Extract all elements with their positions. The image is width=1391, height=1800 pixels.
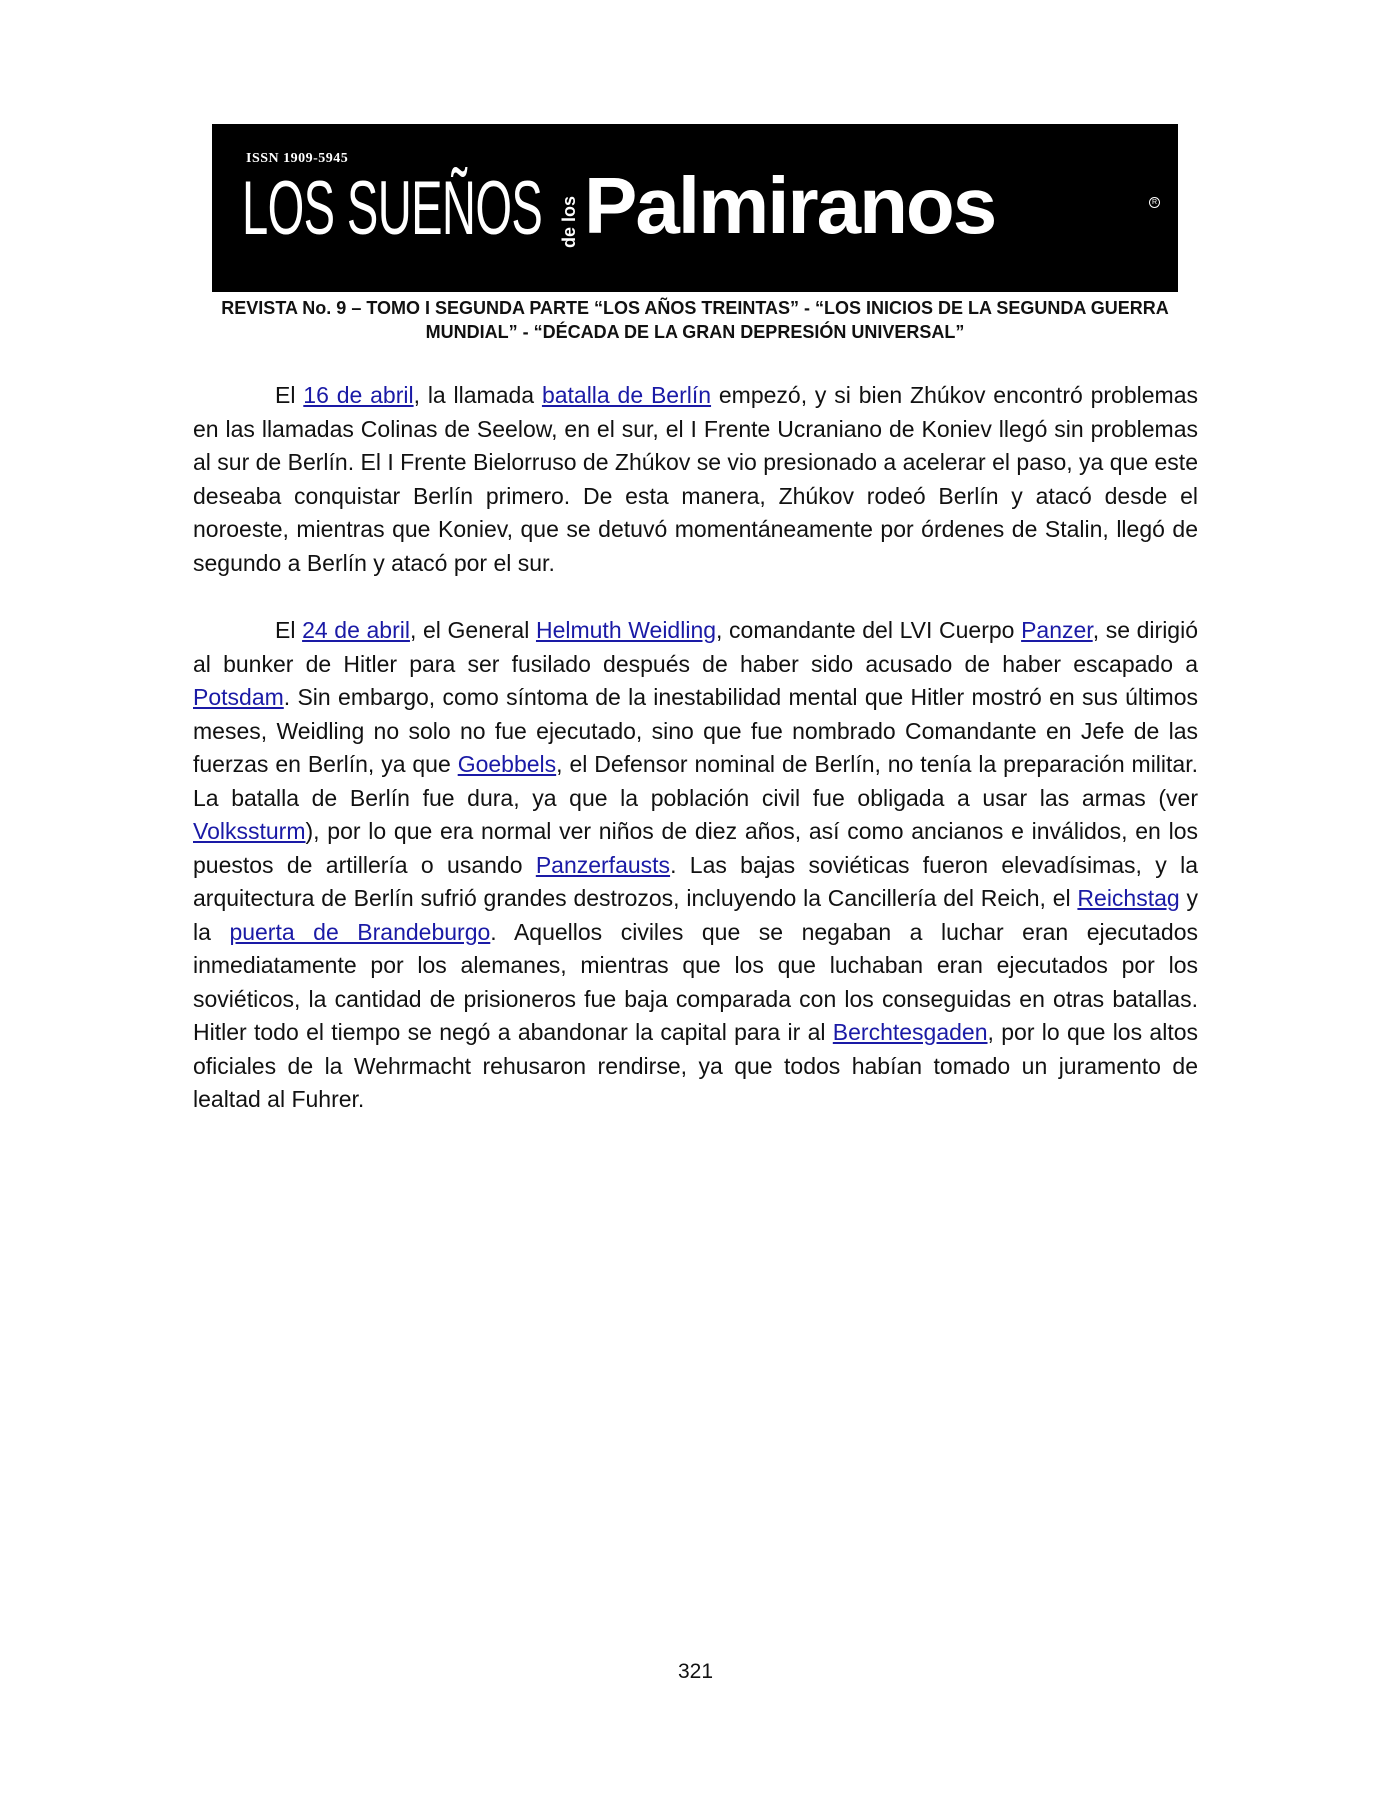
link-volkssturm[interactable]: Volkssturm	[193, 818, 306, 844]
link-berchtesgaden[interactable]: Berchtesgaden	[832, 1019, 988, 1045]
link-reichstag[interactable]: Reichstag	[1077, 885, 1180, 911]
link-potsdam[interactable]: Potsdam	[193, 684, 284, 710]
link-panzer[interactable]: Panzer	[1021, 617, 1093, 643]
link-helmuth-weidling[interactable]: Helmuth Weidling	[535, 617, 717, 643]
registered-mark-icon: R	[1149, 197, 1160, 208]
masthead-title-mid: de los	[559, 195, 579, 248]
masthead-title-right: Palmiranos	[584, 161, 996, 250]
link-24-de-abril[interactable]: 24 de abril	[302, 617, 410, 643]
p1-text-1: , la llamada	[413, 382, 542, 408]
p1-text-0: El	[275, 382, 304, 408]
link-goebbels[interactable]: Goebbels	[457, 751, 557, 777]
p2-text-0: El	[275, 617, 303, 643]
p2-text-1: , el General	[409, 617, 536, 643]
p1-text-2: empezó, y si bien Zhúkov encontró problemas en las llamadas Colinas de Seelow, en el sur, el I Frente Ucraniano de Koniev llegó sin problemas al sur de Berlín. El I Frente Bielorruso de Zhúkov se vio presionado a acelerar el paso, ya que este deseaba conquistar Berlín primero. De esta manera, Zhúkov rodeó Berlín y atacó desde el noroeste, mientras que Koniev, que se detuvó momentáneamente por órdenes de Stalin, llegó de segundo a Berlín y atacó por el sur.	[193, 382, 1198, 576]
p2-text-9: . Aquellos civiles que se negaban a luchar eran ejecutados inmediatamente por los alemanes, mientras que los que luchaban eran ejecutados por los soviéticos, la cantidad de prisioneros fue baja comparada con los conseguidas en otras batallas. Hitler todo el tiempo se negó a abandonar la capital para ir al	[193, 918, 1198, 1045]
issn-label: ISSN 1909-5945	[246, 151, 349, 166]
p2-text-7: . Las bajas soviéticas fueron elevadísimas, y la arquitectura de Berlín sufrió grandes destrozos, incluyendo la Cancillería del Reich, el	[193, 851, 1198, 911]
link-batalla-de-berlin[interactable]: batalla de Berlín	[541, 382, 712, 408]
p2-text-3: , se dirigió al bunker de Hitler para ser fusilado después de haber sido acusado de haber escapado a	[193, 617, 1198, 677]
masthead-title-left: LOS SUEÑOS	[242, 166, 543, 251]
link-panzerfausts[interactable]: Panzerfausts	[535, 851, 671, 878]
page-number: 321	[677, 1660, 714, 1683]
p2-text-10: , por lo que los altos oficiales de la Wehrmacht rehusaron rendirse, ya que todos habían tomado un juramento de lealtad al Fuhrer.	[193, 1019, 1198, 1112]
issue-header-line-1: REVISTA No. 9 – TOMO I SEGUNDA PARTE “LOS AÑOS TREINTAS” - “LOS INICIOS DE LA SEGUNDA GUERRA	[221, 298, 1169, 318]
p2-text-6: ), por lo que era normal ver niños de diez años, así como ancianos e inválidos, en los puestos de artillería o usando	[193, 818, 1198, 878]
paragraph-1	[193, 379, 1198, 580]
p2-text-5: , el Defensor nominal de Berlín, no tenía la preparación militar. La batalla de Berlín fue dura, ya que la población civil fue obligada a usar las armas (ver	[193, 751, 1198, 811]
p2-text-4: . Sin embargo, como síntoma de la inestabilidad mental que Hitler mostró en sus últimos meses, Weidling no solo no fue ejecutado, sino que fue nombrado Comandante en Jefe de las fuerzas en Berlín, ya que	[193, 684, 1198, 777]
paragraph-2	[193, 614, 1198, 1117]
link-puerta-de-brandeburgo[interactable]: puerta de Brandeburgo	[229, 918, 491, 945]
p2-text-8: y la	[193, 885, 1198, 945]
issue-header-line-2: MUNDIAL” - “DÉCADA DE LA GRAN DEPRESIÓN UNIVERSAL”	[425, 322, 965, 342]
p2-text-2: , comandante del LVI Cuerpo	[716, 617, 1022, 643]
masthead-banner	[212, 124, 1178, 292]
link-16-de-abril[interactable]: 16 de abril	[303, 382, 414, 408]
